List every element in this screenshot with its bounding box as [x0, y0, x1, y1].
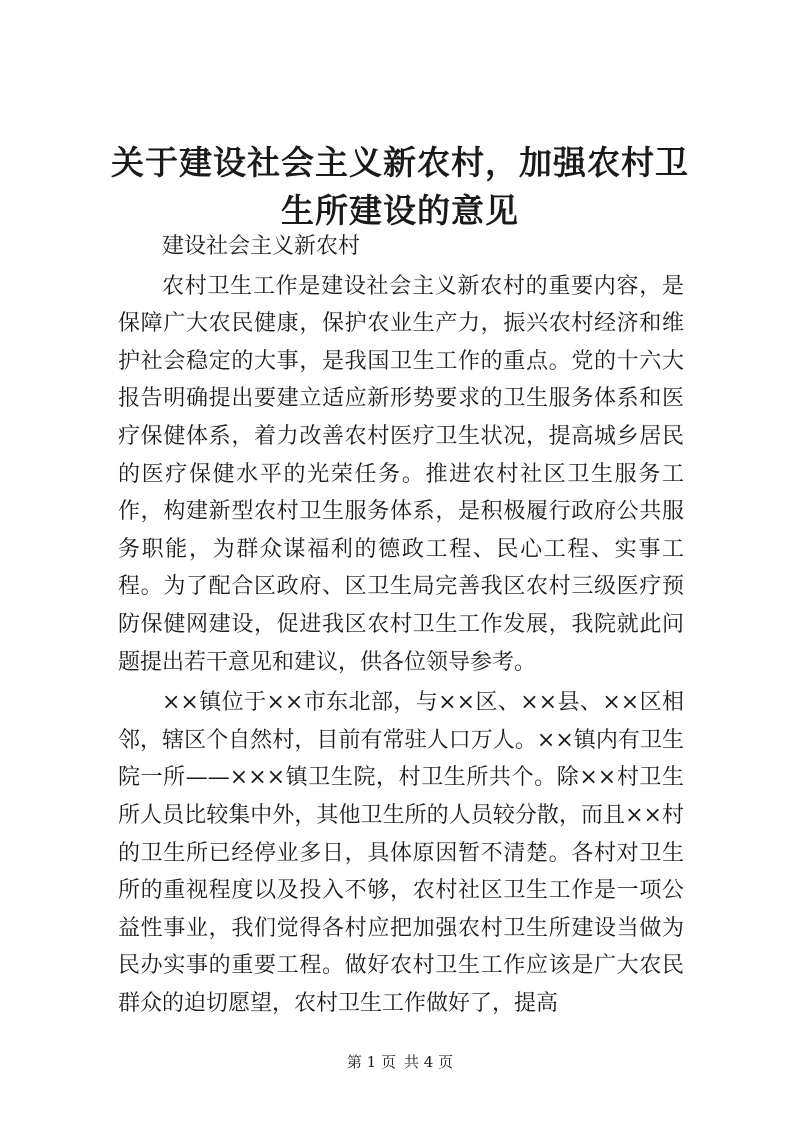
body-paragraph-1: 农村卫生工作是建设社会主义新农村的重要内容，是保障广大农民健康，保护农业生产力，振兴农村经济和维护社会稳定的大事，是我国卫生工作的重点。党的十六大报告明确提出要建立适应新形势要求的卫生服务体系和医疗保健体系，着力改善农村医疗卫生状况，提高城乡居民的医疗保健水平的光荣任务。推进农村社区卫生服务工作，构建新型农村卫生服务体系，是积极履行政府公共服务职能，为群众谋福利的德政工程、民心工程、实事工程。为了配合区政府、区卫生局完善我区农村三级医疗预防保健网建设，促进我区农村卫生工作发展，我院就此问题提出若干意见和建议，供各位领导参考。	[118, 273, 684, 675]
section-heading: 建设社会主义新农村	[162, 234, 361, 259]
page-footer	[0, 1052, 800, 1072]
page-total: 共 4 页	[404, 1053, 454, 1071]
document-body	[118, 228, 684, 1025]
page-number: 第 1 页	[346, 1053, 396, 1071]
body-paragraph-2: ××镇位于××市东北部，与××区、××县、××区相邻，辖区个自然村，目前有常驻人口万人。××镇内有卫生院一所——×××镇卫生院，村卫生所共个。除××村卫生所人员比较集中外，其他卫生所的人员较分散，而且××村的卫生所已经停业多日，具体原因暂不清楚。各村对卫生所的重视程度以及投入不够，农村社区卫生工作是一项公益性事业，我们觉得各村应把加强农村卫生所建设当做为民办实事的重要工程。做好农村卫生工作应该是广大农民群众的迫切愿望，农村卫生工作做好了，提高	[118, 690, 684, 1016]
document-title: 关于建设社会主义新农村，加强农村卫生所建设的意见	[111, 143, 689, 230]
